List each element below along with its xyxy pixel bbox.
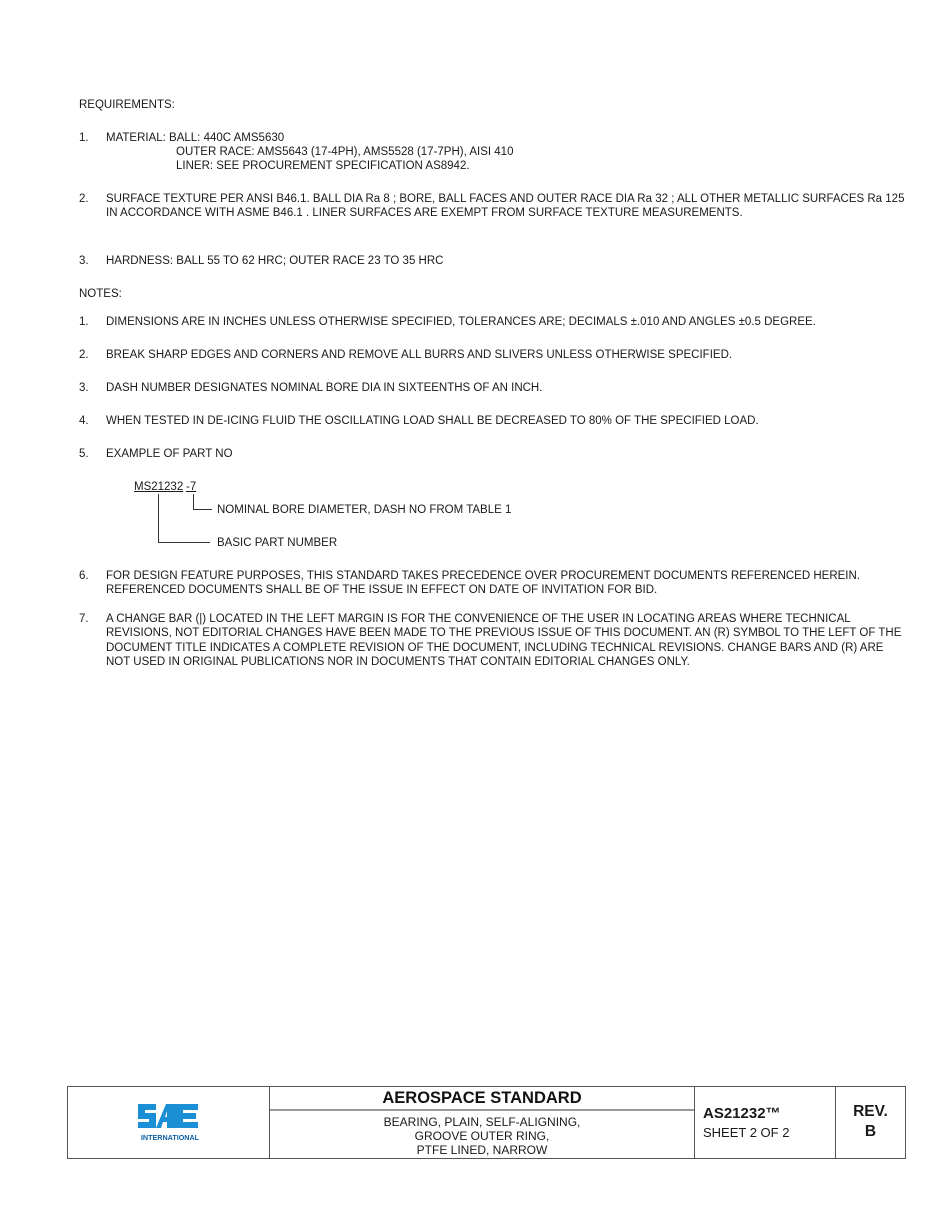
note-number: 3. — [79, 382, 89, 394]
note-number: 4. — [79, 415, 89, 427]
callout-basic: BASIC PART NUMBER — [217, 537, 338, 549]
requirement-material-liner: LINER: SEE PROCUREMENT SPECIFICATION AS8942. — [176, 160, 470, 172]
leader-line-basic — [158, 494, 159, 542]
revision — [836, 1102, 905, 1142]
note-change-bar: A CHANGE BAR (|) LOCATED IN THE LEFT MARGIN IS FOR THE CONVENIENCE OF THE USER IN LOCATING AREAS WHERE TECHNICAL REVISIONS, NOT EDITORIAL CHANGES HAVE BEEN MADE TO THE PREVIOUS ISSUE OF THIS DOCUMENT. AN (R) SYMBOL TO THE LEFT OF THE DOCUMENT TITLE INDICATES A COMPLETE REVISION OF THE DOCUMENT, INCLUDING TECHNICAL REVISIONS. CHANGE BARS AND (R) ARE NOT USED IN ORIGINAL PUBLICATIONS NOR IN DOCUMENTS THAT CONTAIN EDITORIAL CHANGES ONLY. — [106, 613, 902, 669]
note-dimensions: DIMENSIONS ARE IN INCHES UNLESS OTHERWISE SPECIFIED, TOLERANCES ARE; DECIMALS ±.010 AND ANGLES ±0.5 DEGREE. — [106, 316, 816, 328]
leader-line-dash — [193, 494, 194, 509]
document-number-cell — [695, 1087, 836, 1158]
sheet-number: SHEET 2 OF 2 — [703, 1125, 790, 1140]
requirement-surface-texture: SURFACE TEXTURE PER ANSI B46.1. BALL DIA Ra 8 ; BORE, BALL FACES AND OUTER RACE DIA Ra 32 ; ALL OTHER METALLIC SURFACES Ra 125 IN ACCORDANCE WITH ASME B46.1 . LINER SURFACES ARE EXEMPT FROM SURFACE TEXTURE MEASUREMENTS. — [106, 193, 905, 220]
note-number: 7. — [79, 613, 89, 625]
title-line: GROOVE OUTER RING, — [414, 1129, 550, 1143]
note-number: 5. — [79, 448, 89, 460]
title-line: PTFE LINED, NARROW — [416, 1143, 548, 1157]
callout-dash: NOMINAL BORE DIAMETER, DASH NO FROM TABLE 1 — [217, 504, 512, 516]
requirement-number: 2. — [79, 193, 89, 205]
note-dash-number: DASH NUMBER DESIGNATES NOMINAL BORE DIA IN SIXTEENTHS OF AN INCH. — [106, 382, 543, 394]
document-number: AS21232™ — [703, 1105, 781, 1122]
note-example-part-no: EXAMPLE OF PART NO — [106, 448, 233, 460]
document-title — [270, 1115, 694, 1157]
revision-value: B — [864, 1123, 877, 1140]
note-break-edges: BREAK SHARP EDGES AND CORNERS AND REMOVE ALL BURRS AND SLIVERS UNLESS OTHERWISE SPECIFIED. — [106, 349, 733, 361]
sae-logo-icon — [136, 1100, 206, 1144]
note-precedence: FOR DESIGN FEATURE PURPOSES, THIS STANDARD TAKES PRECEDENCE OVER PROCUREMENT DOCUMENTS REFERENCED HEREIN. REFERENCED DOCUMENTS SHALL BE OF THE ISSUE IN EFFECT ON DATE OF INVITATION FOR BID. — [106, 570, 860, 597]
standard-type: AEROSPACE STANDARD — [270, 1087, 694, 1111]
title-block — [67, 1086, 906, 1159]
dash-number: -7 — [186, 481, 197, 493]
requirement-material-outer-race: OUTER RACE: AMS5643 (17-4PH), AMS5528 (17-7PH), AISI 410 — [176, 146, 514, 158]
revision-label: REV. — [853, 1103, 888, 1120]
leader-line-basic-horizontal — [158, 542, 210, 543]
requirement-number: 1. — [79, 132, 89, 144]
note-number: 2. — [79, 349, 89, 361]
title-line: BEARING, PLAIN, SELF-ALIGNING, — [383, 1115, 581, 1129]
requirement-number: 3. — [79, 255, 89, 267]
note-de-icing: WHEN TESTED IN DE-ICING FLUID THE OSCILLATING LOAD SHALL BE DECREASED TO 80% OF THE SPECIFIED LOAD. — [106, 415, 759, 427]
requirement-material: MATERIAL: BALL: 440C AMS5630 — [106, 132, 285, 144]
requirement-hardness: HARDNESS: BALL 55 TO 62 HRC; OUTER RACE 23 TO 35 HRC — [106, 255, 444, 267]
basic-part-number: MS21232 — [134, 481, 184, 493]
requirements-heading: REQUIREMENTS: — [79, 99, 175, 111]
revision-cell — [836, 1087, 905, 1158]
note-number: 1. — [79, 316, 89, 328]
notes-heading: NOTES: — [79, 288, 122, 300]
logo-cell — [68, 1087, 270, 1158]
svg-text:INTERNATIONAL: INTERNATIONAL — [140, 1133, 200, 1142]
leader-line-dash-horizontal — [193, 509, 212, 510]
note-number: 6. — [79, 570, 89, 582]
title-cell — [270, 1087, 695, 1158]
